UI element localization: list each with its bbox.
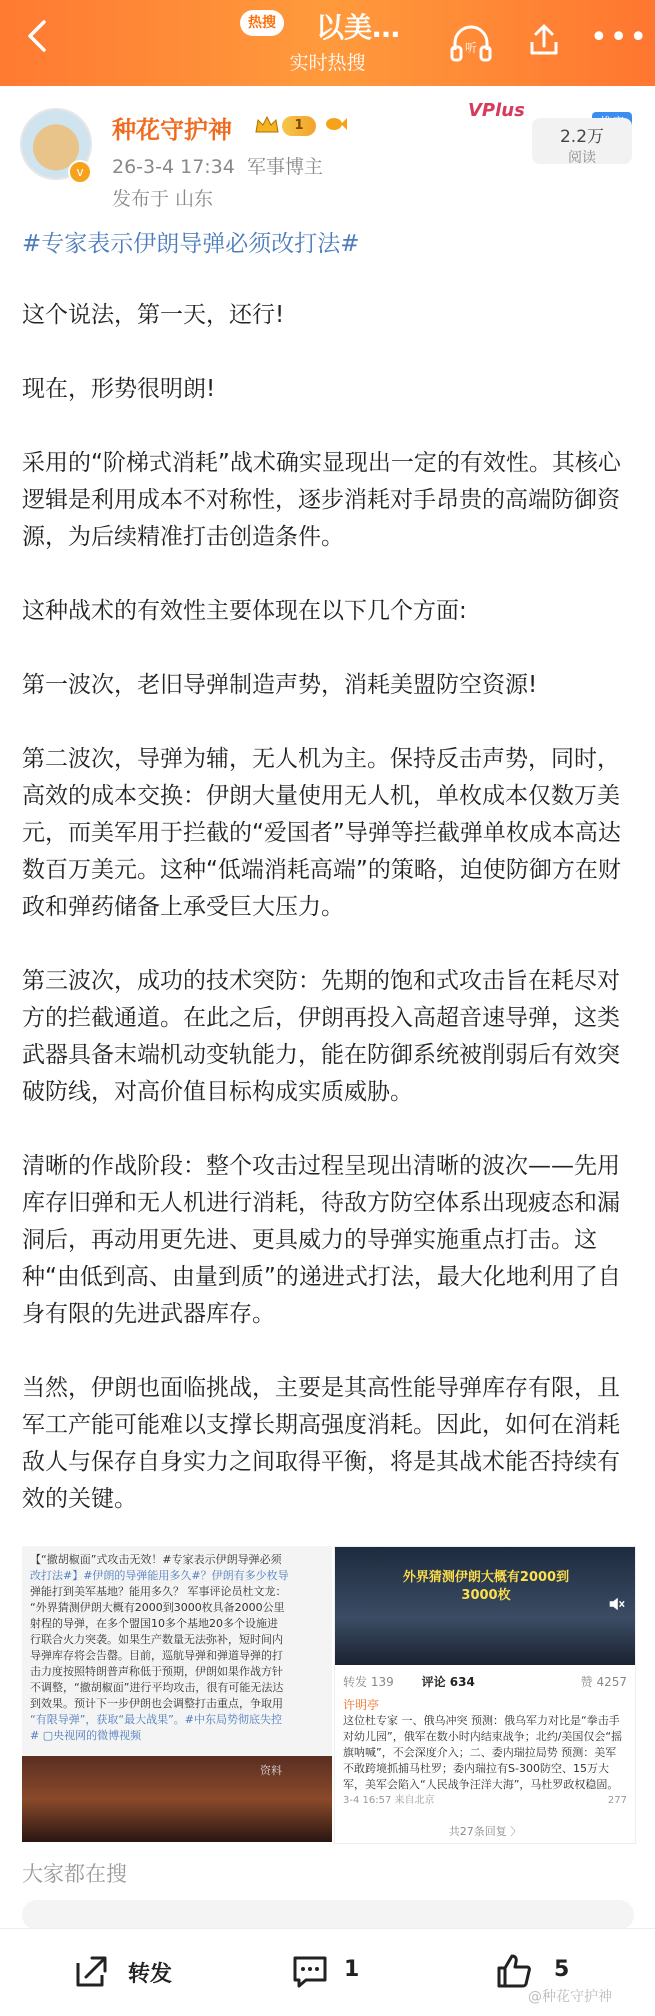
screenshot-line: “有限导弹”，获取“最大战果”。#中东局势彻底失控 <box>30 1713 283 1726</box>
author-name[interactable]: 种花守护神 <box>112 116 232 144</box>
page-subtitle: 实时热搜 <box>289 52 366 74</box>
screenshot-line: “外界猜测伊朗大概有2000到3000枚具备2000公里 <box>30 1601 285 1614</box>
fish-icon <box>324 114 348 134</box>
paragraph: 第三波次，成功的技术突防：先期的饱和式攻击旨在耗尽对方的拦截通道。在此之后，伊朗再投入高超音速导弹，这类武器具备末端机动变轨能力，能在防御系统被削弱后有效突破防线，对高价值目标构成实质威胁。 <box>22 968 620 1105</box>
comment-icon <box>290 1951 330 1991</box>
share-icon[interactable] <box>526 22 562 58</box>
post-location: 发布于 山东 <box>112 188 214 210</box>
listen-icon[interactable] <box>448 20 494 66</box>
paragraph: 这个说法，第一天，还行! <box>22 302 285 328</box>
top-bar <box>0 0 655 86</box>
screenshot-line: 击力度按照特朗普声称低于预期，伊朗如果作战方针 <box>30 1665 283 1678</box>
paragraph: 第一波次，老旧导弹制造声势，消耗美盟防空资源! <box>22 672 538 698</box>
more-icon[interactable]: ••• <box>590 20 650 55</box>
comment-meta <box>343 1793 627 1809</box>
screenshot-line: 到效果。预计下一步伊朗也会调整打击重点，争取用 <box>30 1697 283 1710</box>
hot-search-badge: 热搜 <box>240 10 284 36</box>
screenshot-line: 导弹库存将会告罄。目前，巡航导弹和弹道导弹的打 <box>30 1649 283 1662</box>
image-thumbnail-right[interactable] <box>334 1546 636 1844</box>
screenshot-line: 改打法#】#伊朗的导弹能用多久#？伊朗有多少枚导 <box>30 1569 289 1582</box>
screenshot-line: # ▢央视网的微博视频 <box>30 1729 142 1742</box>
comment-text: 这位杜专家 一、俄乌冲突 预测：俄乌军力对比是“拳击手对幼儿园”，俄军在数小时内结束战争；北约/美国仅会“摇旗呐喊”，不会深度介入；二、委内瑞拉局势 预测：美军不敢跨境抓捕马杜罗；委内瑞拉有S-300防空、15万大军，美军会陷入“人民战争汪洋大海”，马杜罗政权稳固。 <box>343 1714 623 1791</box>
watermark: @种花守护神 <box>528 1989 612 2005</box>
paragraph: 这种战术的有效性主要体现在以下几个方面: <box>22 598 467 624</box>
like-button[interactable] <box>494 1951 574 1991</box>
commenter-name: 许明亭 <box>343 1698 380 1712</box>
screenshot-video <box>335 1547 635 1665</box>
comment-item <box>343 1697 627 1809</box>
screenshot-photo <box>22 1756 332 1842</box>
hashtag-link[interactable]: #专家表示伊朗导弹必须改打法# <box>22 231 360 257</box>
comment-count: 1 <box>344 1957 360 1982</box>
comment-time: 3-4 16:57 来自北京 <box>343 1795 435 1806</box>
author-tag: 军事博主 <box>246 156 323 178</box>
screenshot-line: 行联合火力突袭。如果生产数量无法弥补，短时间内 <box>30 1633 283 1646</box>
repost-label: 转发 <box>128 1962 173 1987</box>
crown-icon <box>254 114 280 136</box>
read-count-label: 阅读 <box>568 150 596 166</box>
tab-comment: 评论 634 <box>421 1675 475 1689</box>
trending-search-title: 大家都在搜 <box>22 1862 127 1886</box>
screenshot-line: 不调整，“撤胡椒面”进行平均攻击，很有可能无法达 <box>30 1681 284 1694</box>
screenshot-line: 射程的导弹，在多个盟国10多个基地20多个设施进 <box>30 1617 278 1630</box>
post-meta-line <box>112 152 323 179</box>
post-time: 26-3-4 17:34 <box>112 156 235 178</box>
more-replies: 共27条回复 〉 <box>448 1825 522 1838</box>
trending-search-row[interactable] <box>22 1900 634 1930</box>
paragraph: 现在，形势很明朗! <box>22 376 216 402</box>
screenshot-line: 【“撤胡椒面”式攻击无效！#专家表示伊朗导弹必须 <box>30 1553 282 1566</box>
video-caption: 外界猜测伊朗大概有2000到3000枚 <box>402 1570 570 1603</box>
paragraph: 当然，伊朗也面临挑战，主要是其高性能导弹库存有限，且军工产能可能难以支撑长期高强度消耗。因此，如何在消耗敌人与保存自身实力之间取得平衡，将是其战术能否持续有效的关键。 <box>22 1375 620 1512</box>
article-body <box>22 226 634 1555</box>
paragraph: 清晰的作战阶段：整个攻击过程呈现出清晰的波次——先用库存旧弹和无人机进行消耗，待敌方防空体系出现疲态和漏洞后，再动用更先进、更具威力的导弹实施重点打击。这种“由低到高、由量到质”的递进式打法，最大化地利用了自身有限的先进武器库存。 <box>22 1153 621 1327</box>
like-count: 5 <box>554 1957 570 1982</box>
read-count-box <box>532 118 632 164</box>
verified-badge-icon: v <box>68 160 92 184</box>
paragraph: 采用的“阶梯式消耗”战术确实显现出一定的有效性。其核心逻辑是利用成本不对称性，逐步消耗对手昂贵的高端防御资源，为后续精准打击创造条件。 <box>22 450 621 550</box>
svg-text:听: 听 <box>464 41 478 55</box>
tab-repost: 转发 139 <box>343 1675 394 1689</box>
comment-button[interactable] <box>290 1951 370 1991</box>
mute-icon <box>607 1595 625 1613</box>
thumbs-up-icon <box>494 1951 534 1991</box>
paragraph: 第二波次，导弹为辅，无人机为主。保持反击声势，同时，高效的成本交换：伊朗大量使用无人机，单枚成本仅数万美元，而美军用于拦截的“爱国者”导弹等拦截弹单枚成本高达数百万美元。这种“低端消耗高端”的策略，迫使防御方在财政和弹药储备上承受巨大压力。 <box>22 746 621 920</box>
screenshot-text <box>30 1552 326 1744</box>
vplus-badge[interactable]: VPlus <box>468 100 525 121</box>
image-thumbnail-left[interactable] <box>22 1546 332 1842</box>
read-count: 2.2万 <box>559 127 605 147</box>
level-badge: 1 <box>282 116 316 136</box>
page-title: 以美… <box>316 11 401 44</box>
comment-tabs <box>343 1673 633 1690</box>
repost-icon <box>72 1951 112 1991</box>
tab-likes: 赞 4257 <box>580 1675 627 1689</box>
screenshot-line: 弹能打到美军基地？能用多久？ 军事评论员杜文龙： <box>30 1585 287 1598</box>
comment-likes: 277 <box>607 1795 627 1806</box>
repost-button[interactable] <box>72 1951 182 1991</box>
photo-label: 资料 <box>260 1764 282 1777</box>
